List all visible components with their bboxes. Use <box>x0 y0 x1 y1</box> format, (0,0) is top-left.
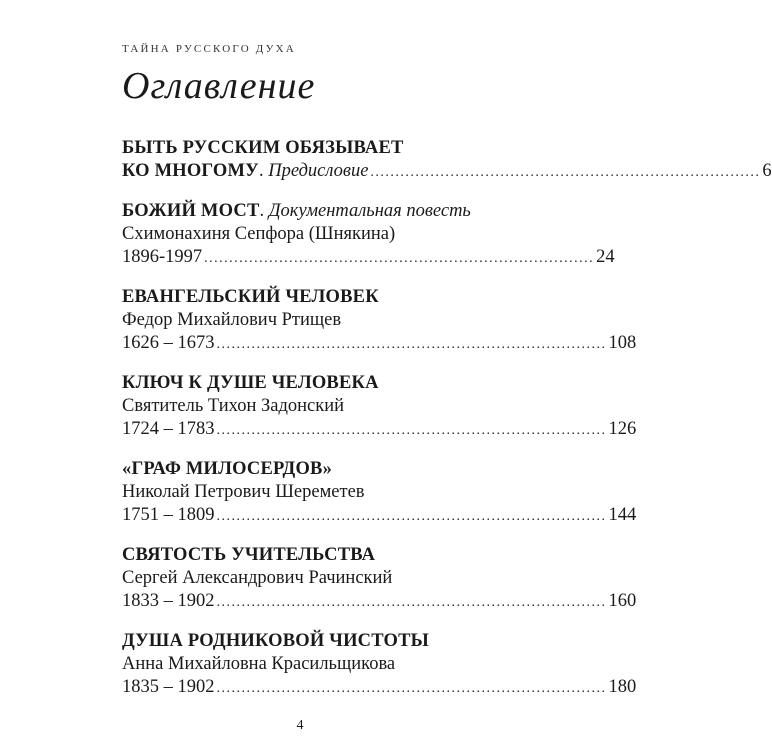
toc-entry[interactable] <box>122 458 637 527</box>
entry-subtitle: Предисловие <box>268 161 369 181</box>
entry-leader-line <box>122 418 637 441</box>
dot-leader: .............................................................................. <box>370 165 761 180</box>
toc-entry[interactable] <box>122 286 637 355</box>
running-head: ТАЙНА РУССКОГО ДУХА <box>122 43 296 55</box>
dot-leader: .............................................................................. <box>216 509 607 524</box>
entry-page-number: 180 <box>608 677 637 697</box>
toc-entry[interactable] <box>122 630 637 699</box>
entry-heading: СВЯТОСТЬ УЧИТЕЛЬСТВА <box>122 545 376 565</box>
toc-list <box>122 137 772 716</box>
dot-leader: .............................................................................. <box>216 681 607 696</box>
entry-person: Николай Петрович Шереметев <box>122 482 365 502</box>
entry-leader-line <box>122 246 615 269</box>
entry-page-number: 108 <box>608 333 637 353</box>
entry-person: Схимонахиня Сепфора (Шнякина) <box>122 224 396 244</box>
entry-subtitle: Документальная повесть <box>268 201 471 221</box>
entry-years: 1835 – 1902 <box>122 677 215 697</box>
dot-leader: .............................................................................. <box>216 595 607 610</box>
entry-leader-line <box>122 332 637 355</box>
entry-heading: «ГРАФ МИЛОСЕРДОВ» <box>122 459 333 479</box>
entry-page-number: 126 <box>608 419 637 439</box>
entry-heading: БЫТЬ РУССКИМ ОБЯЗЫВАЕТ <box>122 138 404 158</box>
entry-heading-tail <box>122 160 368 183</box>
toc-entry[interactable] <box>122 137 772 183</box>
entry-years: 1896-1997 <box>122 247 203 267</box>
entry-page-number: 160 <box>608 591 637 611</box>
entry-page-number: 144 <box>608 505 637 525</box>
page-number-footer: 4 <box>296 718 304 733</box>
entry-separator: . <box>259 201 269 221</box>
dot-leader: .............................................................................. <box>216 337 607 352</box>
entry-years: 1724 – 1783 <box>122 419 215 439</box>
dot-leader: .............................................................................. <box>204 251 595 266</box>
entry-years: 1626 – 1673 <box>122 333 215 353</box>
entry-page-number: 24 <box>596 247 615 267</box>
entry-heading: ДУША РОДНИКОВОЙ ЧИСТОТЫ <box>122 631 430 651</box>
entry-heading: ЕВАНГЕЛЬСКИЙ ЧЕЛОВЕК <box>122 287 379 307</box>
entry-person: Сергей Александрович Рачинский <box>122 568 393 588</box>
entry-person: Святитель Тихон Задонский <box>122 396 345 416</box>
entry-leader-line <box>122 160 772 183</box>
entry-page-number: 6 <box>762 161 772 181</box>
entry-heading: КО МНОГОМУ <box>122 161 259 181</box>
entry-leader-line <box>122 676 637 699</box>
entry-years: 1751 – 1809 <box>122 505 215 525</box>
entry-leader-line <box>122 504 637 527</box>
entry-heading-line <box>122 200 482 223</box>
entry-leader-line <box>122 590 637 613</box>
toc-entry[interactable] <box>122 372 637 441</box>
page-title: Оглавление <box>122 65 316 107</box>
toc-entry[interactable] <box>122 200 615 269</box>
entry-person: Федор Михайлович Ртищев <box>122 310 342 330</box>
entry-person: Анна Михайловна Красильщикова <box>122 654 396 674</box>
entry-separator: . <box>258 161 269 181</box>
entry-heading: БОЖИЙ МОСТ <box>122 201 260 221</box>
entry-heading: КЛЮЧ К ДУШЕ ЧЕЛОВЕКА <box>122 373 379 393</box>
toc-entry[interactable] <box>122 544 637 613</box>
entry-years: 1833 – 1902 <box>122 591 215 611</box>
dot-leader: .............................................................................. <box>216 423 607 438</box>
